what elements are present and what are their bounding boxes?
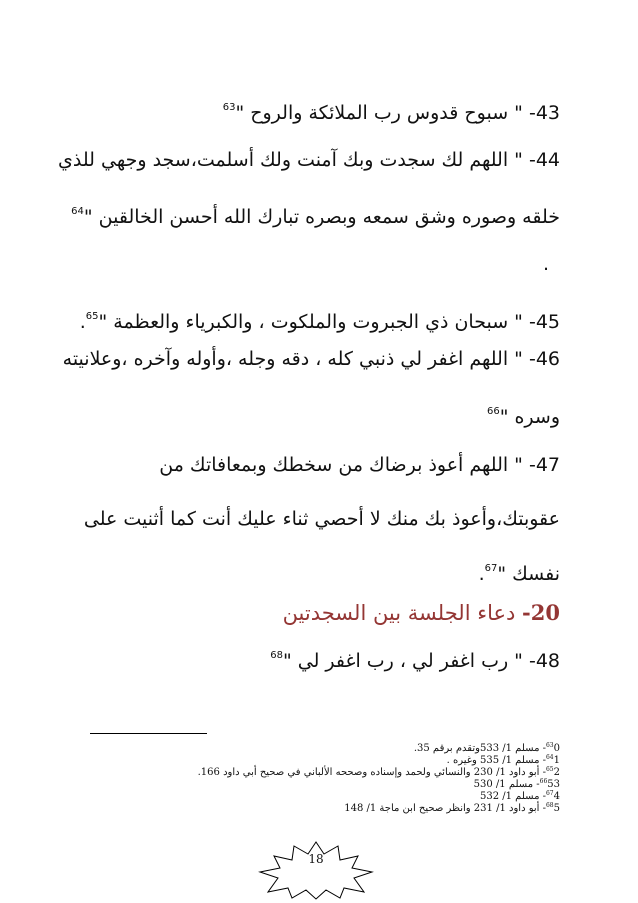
line-text: 44- " اللهم لك سجدت وبك آمنت ولك أسلمت،سجد وجهي للذي [58, 149, 560, 171]
line-44-dot [543, 252, 549, 276]
page-number: 18 [308, 852, 324, 866]
line-text: 46- " اللهم اغفر لي ذنبي كله ، دقه وجله ،وأوله وآخره ،وعلانيته [62, 348, 560, 370]
line-text: وسره " [499, 406, 560, 428]
line-46 [63, 347, 560, 371]
footnote-text: 1- مسلم 1/ 535 وغيره . [446, 755, 560, 766]
footnote-ref: 64 [71, 206, 84, 217]
footnote-ref: 66 [486, 406, 500, 417]
line-tail: . [478, 563, 485, 585]
footnote-separator [90, 733, 207, 734]
section-number: 20- [522, 600, 560, 625]
footnote-mark: 64 [545, 754, 554, 761]
line-tail: . [79, 311, 86, 333]
footnote-mark: 66 [539, 778, 548, 785]
footnote-text: 5- أبو داود 1/ 231 وانظر صحيح ابن ماجة 1/ 148 [344, 803, 560, 814]
footnote-mark: 65 [545, 766, 554, 773]
footnote-ref: 65 [85, 311, 99, 322]
footnote-text: 2- أبو داود 1/ 230 والنسائي ولحمد وإسناده وصححه الألباني في صحيح أبي داود 166. [197, 767, 560, 778]
footnote-text: 53- مسلم 1/ 530 [473, 779, 560, 790]
line-45 [80, 305, 560, 334]
line-44 [58, 148, 560, 172]
line-44-cont [71, 200, 560, 229]
line-text: 48- " رب اغفر لي ، رب اغفر لي " [282, 650, 560, 672]
line-text: عقوبتك،وأعوذ بك منك لا أحصي ثناء عليك أنت كما أثنيت على [83, 508, 560, 530]
line-text: 47- " اللهم أعوذ برضاك من سخطك وبمعافاتك من [159, 454, 560, 476]
footnote-mark: 67 [545, 790, 554, 797]
footnote-mark: 63 [545, 742, 554, 749]
line-47 [159, 453, 560, 477]
line-text: . [542, 253, 549, 275]
footnote-ref: 67 [484, 563, 498, 574]
line-text: 43- " سبوح قدوس رب الملائكة والروح " [235, 102, 560, 124]
footnote-ref: 68 [270, 650, 283, 661]
line-43 [223, 96, 560, 125]
line-text: خلقه وصوره وشق سمعه وبصره تبارك الله أحسن الخالقين " [83, 206, 560, 228]
footnote-text: 0- مسلم 1/ 533وتقدم برقم 35. [413, 743, 560, 754]
line-46-cont [487, 400, 560, 429]
footnote-text: 4- مسلم 1/ 532 [479, 791, 560, 802]
starburst-shape [260, 842, 372, 899]
line-text: 45- " سبحان ذي الجبروت والملكوت ، والكبرياء والعظمة " [98, 311, 560, 333]
footnote-mark: 68 [545, 802, 554, 809]
line-48 [270, 644, 560, 673]
footnote-ref: 63 [222, 102, 236, 113]
section-title: دعاء الجلسة بين السجدتين [282, 601, 516, 625]
section-heading [283, 600, 560, 626]
line-text: نفسك " [497, 563, 560, 585]
line-47-cont [84, 507, 560, 531]
line-47-end [479, 557, 560, 586]
footnote [344, 800, 560, 815]
page-number-starburst [256, 840, 376, 900]
